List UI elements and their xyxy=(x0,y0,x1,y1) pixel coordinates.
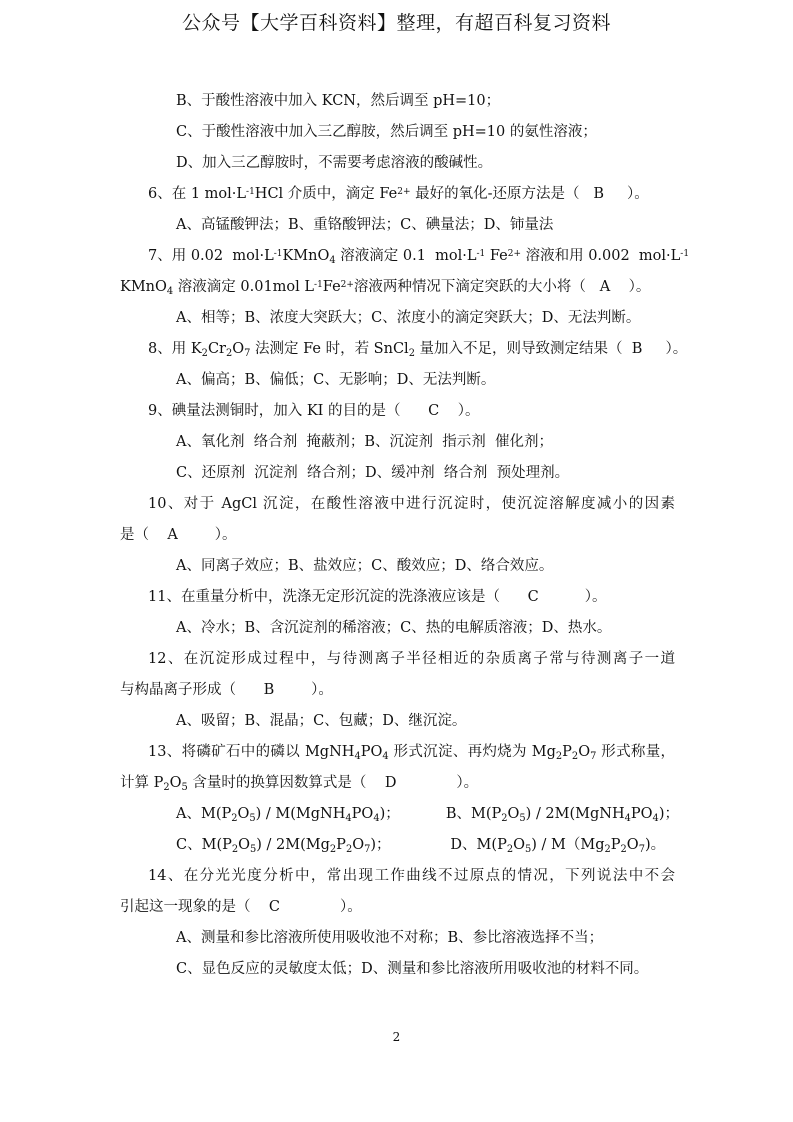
text-line: 计算 $P_2O_5$ 含量时的换算因数算式是（ D ）。 xyxy=(120,775,479,793)
question-content xyxy=(120,86,690,985)
text-line: 是（ A ）。 xyxy=(120,527,237,543)
text-line: C、显色反应的灵敏度太低；D、测量和参比溶液所用吸收池的材料不同。 xyxy=(176,961,649,977)
page-number: 2 xyxy=(392,1030,401,1044)
text-line: A、相等；B、浓度大突跃大；C、浓度小的滴定突跃大；D、无法判断。 xyxy=(176,310,641,326)
text-line: C、于酸性溶液中加入三乙醇胺，然后调至 pH=10 的氨性溶液； xyxy=(176,124,597,140)
text-line: 14、在分光光度分析中，常出现工作曲线不过原点的情况，下列说法中不会 xyxy=(148,868,675,884)
text-line: A、冷水；B、含沉淀剂的稀溶液；C、热的电解质溶液；D、热水。 xyxy=(176,620,612,636)
text-line: 11、在重量分析中，洗涤无定形沉淀的洗涤液应该是（ C ）。 xyxy=(148,589,607,605)
text-line: 12、在沉淀形成过程中，与待测离子半径相近的杂质离子常与待测离子一道 xyxy=(148,651,675,667)
text-line: A、同离子效应；B、盐效应；C、酸效应；D、络合效应。 xyxy=(176,558,554,574)
text-line: B、于酸性溶液中加入 KCN，然后调至 pH=10； xyxy=(176,93,501,109)
text-line: C、还原剂 沉淀剂 络合剂；D、缓冲剂 络合剂 预处理剂。 xyxy=(176,465,570,481)
text-line: A、测量和参比溶液所使用吸收池不对称；B、参比溶液选择不当； xyxy=(176,930,604,946)
text-line: D、加入三乙醇胺时，不需要考虑溶液的酸碱性。 xyxy=(176,155,493,171)
text-line: A、吸留；B、混晶；C、包藏；D、继沉淀。 xyxy=(176,713,467,729)
text-line: A、氧化剂 络合剂 掩蔽剂；B、沉淀剂 指示剂 催化剂； xyxy=(176,434,553,450)
text-line: 7、用 0.02 $mol\cdot L^{-1}KMnO_4$ 溶液滴定 0.1 $mol\cdot L^{-1}$ $Fe^{2+}$ 溶液和用 0.002 $mol\cdot L^{-1}$ xyxy=(148,248,690,266)
text-line: 8、用 $K_2Cr_2O_7$ 法测定 Fe 时，若 SnCl$_2$ 量加入不足，则导致测定结果（ B ）。 xyxy=(148,341,688,359)
text-line: A、高锰酸钾法；B、重铬酸钾法；C、碘量法；D、铈量法 xyxy=(176,217,554,233)
text-line: A、$M(P_2O_5)$ / $M(MgNH_4PO_4)$； B、$M(P_2O_5)$ / $2M(MgNH_4PO_4)$； xyxy=(176,806,679,824)
text-line: 6、在 1 $mol\cdot L^{-1}HCl$ 介质中，滴定 $Fe^{2+}$ 最好的氧化-还原方法是（ B ）。 xyxy=(148,186,649,202)
text-line: 与构晶离子形成（ B ）。 xyxy=(120,682,333,698)
page-header-title: 公众号【大学百科资料】整理，有超百科复习资料 xyxy=(181,12,611,34)
text-line: 10、对于 AgCl 沉淀，在酸性溶液中进行沉淀时，使沉淀溶解度减小的因素 xyxy=(148,496,675,512)
text-line: 引起这一现象的是（ C ）。 xyxy=(120,899,362,915)
text-line: C、$M(P_2O_5) / 2M(Mg_2P_2O_7)$； D、$M(P_2O_5) / M(Mg_2P_2O_7)$。 xyxy=(176,837,666,855)
text-line: 13、将磷矿石中的磷以 $MgNH_4PO_4$ 形式沉淀、再灼烧为 $Mg_2P_2O_7$ 形式称量， xyxy=(148,744,676,762)
text-line: 9、碘量法测铜时，加入 KI 的目的是（ C ）。 xyxy=(148,403,480,419)
text-line: A、偏高；B、偏低；C、无影响；D、无法判断。 xyxy=(176,372,496,388)
text-line: KMnO$_4$ 溶液滴定 0.01mol $L^{-1}Fe^{2+}$溶液两种情况下滴定突跃的大小将（ A ）。 xyxy=(120,279,651,297)
